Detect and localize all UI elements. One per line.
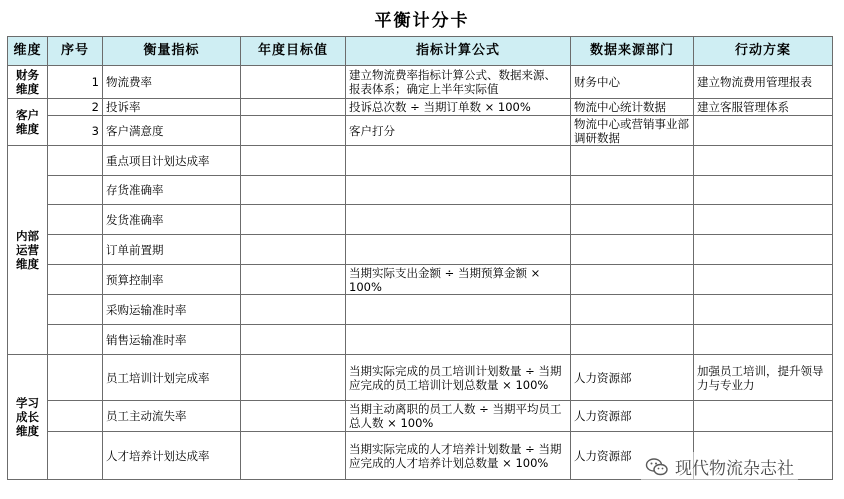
seq-cell bbox=[48, 401, 103, 432]
header-cell: 数据来源部门 bbox=[571, 37, 694, 66]
formula-cell bbox=[346, 176, 571, 205]
seq-cell bbox=[48, 432, 103, 480]
formula-cell bbox=[346, 146, 571, 176]
table-row bbox=[8, 146, 833, 176]
seq-cell bbox=[48, 325, 103, 355]
metric-cell: 员工主动流失率 bbox=[103, 401, 241, 432]
metric-cell: 投诉率 bbox=[103, 99, 241, 116]
target-cell bbox=[241, 176, 346, 205]
action-cell bbox=[694, 265, 833, 295]
header-row bbox=[8, 37, 833, 66]
header-cell: 年度目标值 bbox=[241, 37, 346, 66]
target-cell bbox=[241, 235, 346, 265]
action-cell bbox=[694, 401, 833, 432]
table-row bbox=[8, 176, 833, 205]
action-cell bbox=[694, 295, 833, 325]
metric-cell: 发货准确率 bbox=[103, 205, 241, 235]
seq-cell bbox=[48, 265, 103, 295]
target-cell bbox=[241, 146, 346, 176]
dimension-cell-finance: 财务维度 bbox=[8, 66, 48, 99]
header-cell: 维度 bbox=[8, 37, 48, 66]
source-cell: 人力资源部 bbox=[571, 401, 694, 432]
action-cell bbox=[694, 325, 833, 355]
metric-cell: 物流费率 bbox=[103, 66, 241, 99]
action-cell: 加强员工培训，提升领导力与专业力 bbox=[694, 355, 833, 401]
action-cell: 建立客服管理体系 bbox=[694, 99, 833, 116]
formula-cell: 投诉总次数 ÷ 当期订单数 × 100% bbox=[346, 99, 571, 116]
action-cell bbox=[694, 235, 833, 265]
metric-cell: 重点项目计划达成率 bbox=[103, 146, 241, 176]
source-cell: 人力资源部 bbox=[571, 355, 694, 401]
target-cell bbox=[241, 116, 346, 146]
formula-cell: 客户打分 bbox=[346, 116, 571, 146]
source-cell: 财务中心 bbox=[571, 66, 694, 99]
target-cell bbox=[241, 265, 346, 295]
header-cell: 序号 bbox=[48, 37, 103, 66]
formula-cell: 当期实际完成的人才培养计划数量 ÷ 当期应完成的人才培养计划总数量 × 100% bbox=[346, 432, 571, 480]
header-cell: 衡量指标 bbox=[103, 37, 241, 66]
action-cell bbox=[694, 176, 833, 205]
seq-cell bbox=[48, 355, 103, 401]
table-row bbox=[8, 116, 833, 146]
table-row bbox=[8, 401, 833, 432]
seq-cell bbox=[48, 146, 103, 176]
table-row bbox=[8, 235, 833, 265]
action-cell bbox=[694, 116, 833, 146]
source-cell: 物流中心统计数据 bbox=[571, 99, 694, 116]
table-row bbox=[8, 295, 833, 325]
table-row bbox=[8, 205, 833, 235]
formula-cell: 当期主动离职的员工人数 ÷ 当期平均员工总人数 × 100% bbox=[346, 401, 571, 432]
formula-cell: 建立物流费率指标计算公式、数据来源、报表体系；确定上半年实际值 bbox=[346, 66, 571, 99]
source-cell bbox=[571, 146, 694, 176]
target-cell bbox=[241, 355, 346, 401]
action-cell: 建立物流费用管理报表 bbox=[694, 66, 833, 99]
metric-cell: 客户满意度 bbox=[103, 116, 241, 146]
seq-cell bbox=[48, 295, 103, 325]
formula-cell bbox=[346, 205, 571, 235]
table-row bbox=[8, 265, 833, 295]
source-cell bbox=[571, 176, 694, 205]
seq-cell: 2 bbox=[48, 99, 103, 116]
wechat-watermark bbox=[641, 452, 798, 481]
metric-cell: 存货准确率 bbox=[103, 176, 241, 205]
source-cell bbox=[571, 295, 694, 325]
formula-cell: 当期实际支出金额 ÷ 当期预算金额 × 100% bbox=[346, 265, 571, 295]
target-cell bbox=[241, 99, 346, 116]
action-cell bbox=[694, 146, 833, 176]
metric-cell: 采购运输准时率 bbox=[103, 295, 241, 325]
target-cell bbox=[241, 205, 346, 235]
metric-cell: 人才培养计划达成率 bbox=[103, 432, 241, 480]
target-cell bbox=[241, 66, 346, 99]
wechat-icon bbox=[645, 455, 669, 479]
dimension-cell-learning: 学习成长维度 bbox=[8, 355, 48, 480]
source-cell bbox=[571, 265, 694, 295]
formula-cell bbox=[346, 295, 571, 325]
source-cell bbox=[571, 235, 694, 265]
seq-cell bbox=[48, 235, 103, 265]
source-cell: 物流中心或营销事业部调研数据 bbox=[571, 116, 694, 146]
table-row bbox=[8, 355, 833, 401]
source-cell bbox=[571, 205, 694, 235]
formula-cell bbox=[346, 235, 571, 265]
header-cell: 指标计算公式 bbox=[346, 37, 571, 66]
target-cell bbox=[241, 432, 346, 480]
dimension-cell-customer: 客户维度 bbox=[8, 99, 48, 146]
table-row bbox=[8, 325, 833, 355]
metric-cell: 预算控制率 bbox=[103, 265, 241, 295]
watermark-text: 现代物流杂志社 bbox=[675, 459, 794, 479]
seq-cell bbox=[48, 205, 103, 235]
seq-cell: 3 bbox=[48, 116, 103, 146]
formula-cell bbox=[346, 325, 571, 355]
header-cell: 行动方案 bbox=[694, 37, 833, 66]
target-cell bbox=[241, 401, 346, 432]
action-cell bbox=[694, 205, 833, 235]
seq-cell bbox=[48, 176, 103, 205]
page-title: 平衡计分卡 bbox=[374, 11, 470, 31]
table-row bbox=[8, 66, 833, 99]
table-row bbox=[8, 99, 833, 116]
balanced-scorecard-table bbox=[7, 36, 833, 480]
seq-cell: 1 bbox=[48, 66, 103, 99]
target-cell bbox=[241, 325, 346, 355]
source-cell: 人力资源部 bbox=[571, 432, 694, 480]
metric-cell: 订单前置期 bbox=[103, 235, 241, 265]
dimension-cell-internal: 内部运营维度 bbox=[8, 146, 48, 355]
metric-cell: 销售运输准时率 bbox=[103, 325, 241, 355]
formula-cell: 当期实际完成的员工培训计划数量 ÷ 当期应完成的员工培训计划总数量 × 100% bbox=[346, 355, 571, 401]
source-cell bbox=[571, 325, 694, 355]
metric-cell: 员工培训计划完成率 bbox=[103, 355, 241, 401]
target-cell bbox=[241, 295, 346, 325]
